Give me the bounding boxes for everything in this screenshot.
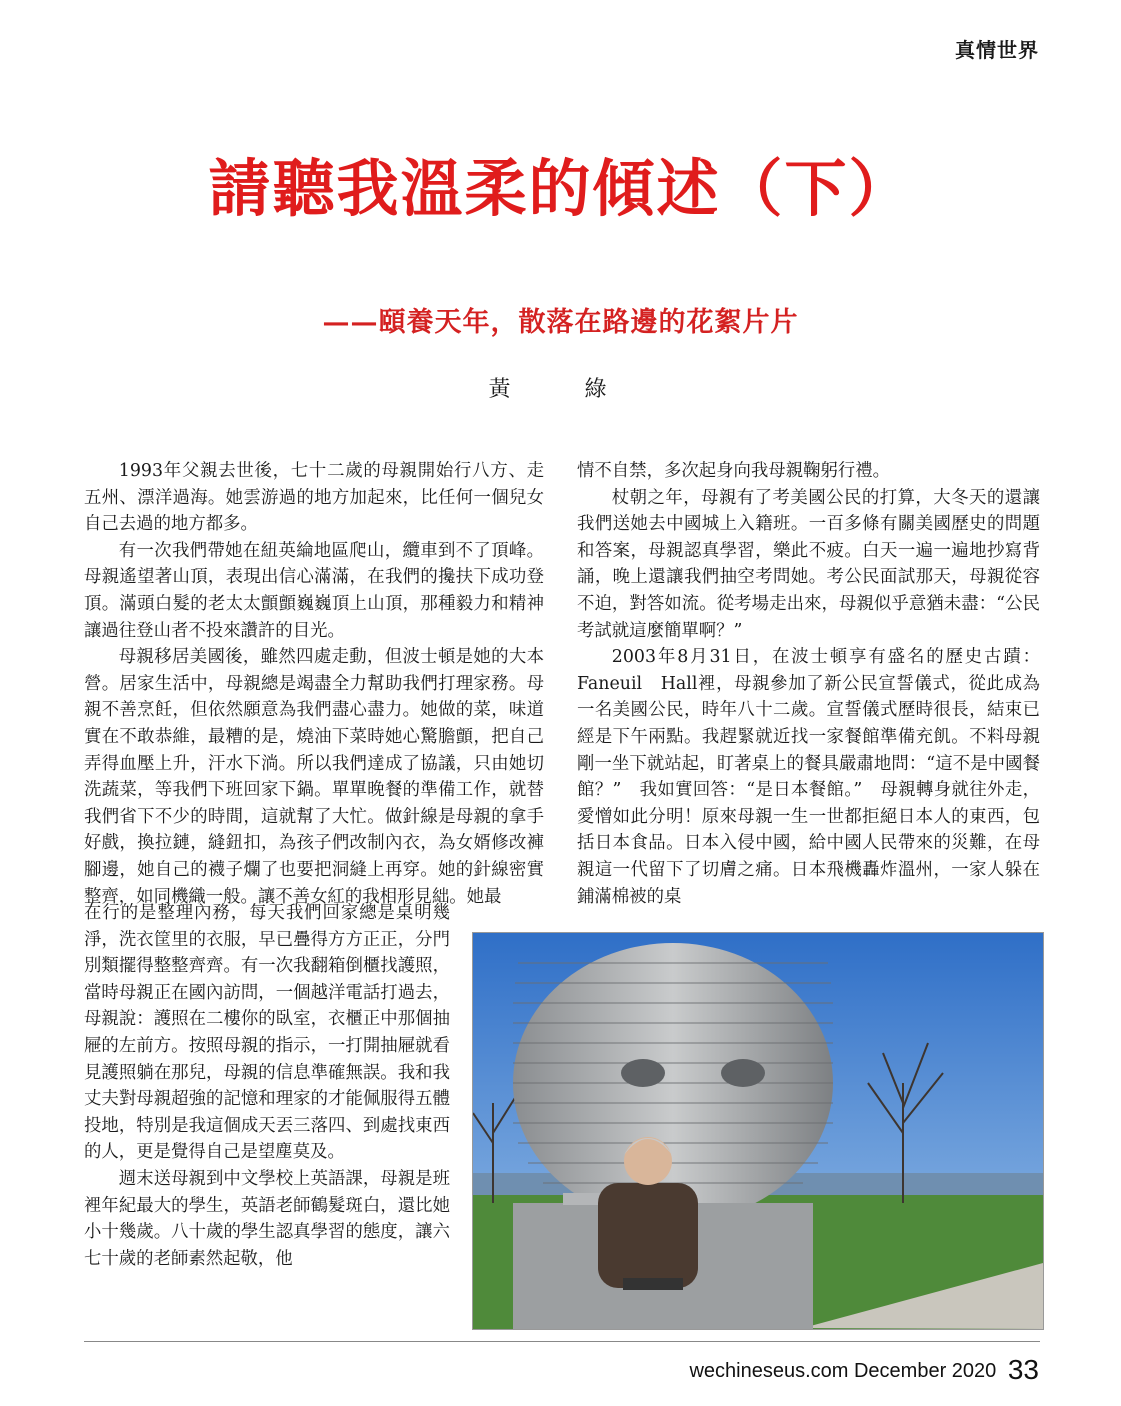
paragraph: 情不自禁，多次起身向我母親鞠躬行禮。 — [577, 461, 891, 481]
paragraph: 2003年8月31日，在波士頓享有盛名的歷史古蹟：Faneuil Hall裡，母親參加了新公民宣誓儀式，從此成為一名美國公民，時年八十二歲。宣誓儀式歷時很長，結束已經是下午兩點。我趕緊就近找一家餐館準備充飢。不料母親剛一坐下就站起，盯著桌上的餐具嚴肅地問：“這不是中國餐館？” 我如實回答：“是日本餐館。” 母親轉身就往外走，愛憎如此分明！原來母親一生一世都拒絕日本人的東西，包括日本食品。日本入侵中國，給中國人民帶來的災難，在母親這一代留下了切膚之痛。日本飛機轟炸溫州，一家人躲在鋪滿棉被的桌 — [577, 647, 1040, 907]
page-footer — [689, 1354, 1039, 1386]
footer-rule — [84, 1341, 1040, 1342]
page-number: 33 — [1007, 1354, 1039, 1385]
left-column — [84, 458, 544, 910]
website: wechineseus.com — [689, 1360, 849, 1382]
article-title: 請聽我溫柔的傾述（下） — [208, 152, 913, 225]
author-name: 黃 綠 — [488, 377, 633, 402]
paragraph: 在行的是整理內務，每天我們回家總是桌明幾淨，洗衣筐里的衣服，早已疊得方方正正，分門別類擺得整整齊齊。有一次我翻箱倒櫃找護照，當時母親正在國內訪問，一個越洋電話打過去，母親說：護照在二樓你的臥室，衣櫃正中那個抽屜的左前方。按照母親的指示，一打開抽屜就看見護照躺在那兒，母親的信息準確無誤。我和我丈夫對母親超強的記憶和理家的才能佩服得五體投地，特別是我這個成天丟三落四、到處找東西的人，更是覺得自己是望塵莫及。 — [84, 903, 450, 1163]
photo-illustration — [473, 933, 1043, 1329]
sculpture-photo — [472, 932, 1044, 1330]
section-label: 真情世界 — [955, 38, 1039, 62]
issue-date: December 2020 — [853, 1360, 997, 1382]
paragraph: 週末送母親到中文學校上英語課，母親是班裡年紀最大的學生，英語老師鶴髮斑白，還比她小十幾歲。八十歲的學生認真學習的態度，讓六七十歲的老師素然起敬，他 — [84, 1168, 450, 1269]
article-subtitle: ——頤養天年，散落在路邊的花絮片片 — [322, 307, 799, 338]
paragraph: 有一次我們帶她在紐英綸地區爬山，纜車到不了頂峰。母親遙望著山頂，表現出信心滿滿，在我們的攙扶下成功登頂。滿頭白髮的老太太顫顫巍巍頂上山頂，那種毅力和精神讓過往登山者不投來讚許的目光。 — [84, 540, 544, 641]
paragraph: 杖朝之年，母親有了考美國公民的打算，大冬天的還讓我們送她去中國城上入籍班。一百多條有關美國歷史的問題和答案，母親認真學習，樂此不疲。白天一遍一遍地抄寫背誦，晚上還讓我們抽空考問她。考公民面試那天，母親從容不迫，對答如流。從考場走出來，母親似乎意猶未盡：“公民考試就這麼簡單啊？” — [577, 487, 1040, 641]
paragraph: 1993年父親去世後，七十二歲的母親開始行八方、走五州、漂洋過海。她雲游過的地方加起來，比任何一個兒女自己去過的地方都多。 — [84, 461, 544, 535]
right-column — [577, 458, 1040, 910]
paragraph: 母親移居美國後，雖然四處走動，但波士頓是她的大本營。居家生活中，母親總是竭盡全力幫助我們打理家務。母親不善烹飪，但依然願意為我們盡心盡力。她做的菜，味道實在不敢恭維，最糟的是，燒油下菜時她心驚膽顫，把自己弄得血壓上升，汗水下淌。所以我們達成了協議，只由她切洗蔬菜，等我們下班回家下鍋。單單晚餐的準備工作，就替我們省下不少的時間，這就幫了大忙。做針線是母親的拿手好戲，換拉鏈，縫鈕扣，為孩子們改制內衣，為女婿修改褲腳邊，她自己的襪子爛了也要把洞縫上再穿。她的針線密實整齊，如同機織一般。讓不善女紅的我相形見絀。她最 — [84, 647, 544, 907]
left-column-narrow — [84, 900, 450, 1272]
